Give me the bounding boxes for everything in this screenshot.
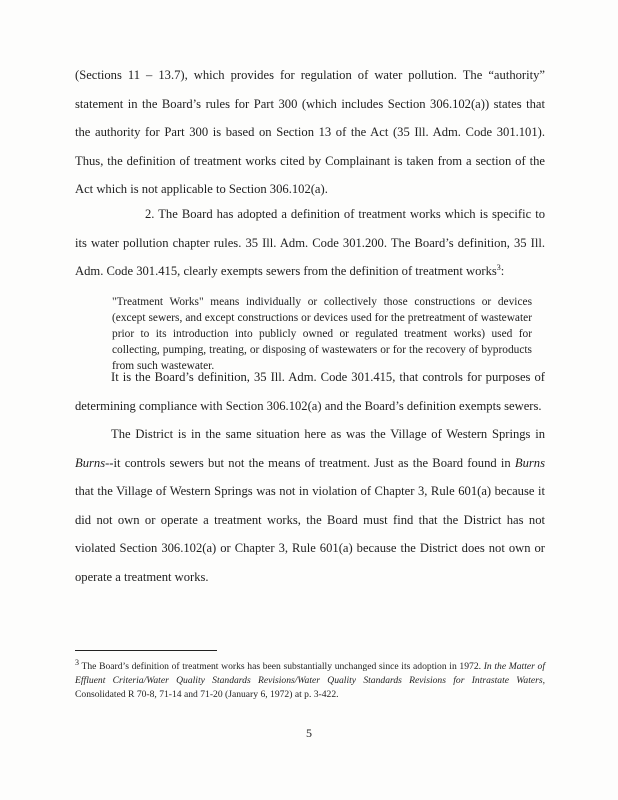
case-name-burns-2: Burns bbox=[514, 455, 545, 470]
paragraph-2-end: : bbox=[500, 264, 505, 278]
paragraph-4-text-a: The District is in the same situation here as was the Village of Western Springs in bbox=[111, 427, 545, 441]
footnote-case-title: In the Matter of Effluent Criteria/Water Quality Standards Revisions/Water Quality Standards Revisions for Intrastate Waters, bbox=[75, 661, 546, 686]
footnote-text-b: Consolidated R 70-8, 71-14 and 71-20 (January 6, 1972) at p. 3-422. bbox=[75, 689, 339, 700]
paragraph-2 bbox=[75, 200, 545, 286]
footnote-number: 3 bbox=[75, 657, 79, 667]
page-number: 5 bbox=[306, 726, 312, 740]
paragraph-2-text: 2. The Board has adopted a definition of treatment works which is specific to its water pollution chapter rules. 35 Ill. Adm. Code 301.200. The Board’s definition, 35 Ill. Adm. Code 301.415, clearly exempts sewers from the definition of treatment works bbox=[75, 207, 545, 278]
paragraph-1: (Sections 11 – 13.7), which provides for regulation of water pollution. The “authority” statement in the Board’s rules for Part 300 (which includes Section 306.102(a)) states that the authority for Part 300 is based on Section 13 of the Act (35 Ill. Adm. Code 301.101). Thus, the definition of treatment works cited by Complainant is taken from a section of the Act which is not applicable to Section 306.102(a). bbox=[75, 68, 545, 196]
footnote-ref: 3 bbox=[496, 262, 501, 272]
paragraph-3: It is the Board’s definition, 35 Ill. Adm. Code 301.415, that controls for purposes of determining compliance with Section 306.102(a) and the Board’s definition exempts sewers. bbox=[75, 370, 545, 413]
footnote-text-a: The Board’s definition of treatment works has been substantially unchanged since its adoption in 1972. bbox=[79, 661, 484, 672]
paragraph-4-text-b: --it controls sewers but not the means of treatment. Just as the Board found in bbox=[105, 455, 515, 470]
paragraph-4-text-c: that the Village of Western Springs was not in violation of Chapter 3, Rule 601(a) because it did not own or operate a treatment works, the Board must find that the District has not violated Section 306.102(a) or Chapter 3, Rule 601(a) because the District does not own or operate a treatment works. bbox=[75, 484, 545, 584]
case-name-burns: Burns bbox=[75, 455, 106, 470]
footnote-divider bbox=[75, 650, 217, 651]
paragraph-4 bbox=[75, 420, 545, 591]
block-quote: "Treatment Works" means individually or collectively those constructions or devices (except sewers, and except constructions or devices used for the pretreatment of wastewater prior to its introduction into publicly owned or regulated treatment works) used for collecting, pumping, treating, or disposing of wastewaters or for the recovery of byproducts from such wastewater. bbox=[112, 296, 532, 372]
footnote bbox=[75, 657, 546, 702]
